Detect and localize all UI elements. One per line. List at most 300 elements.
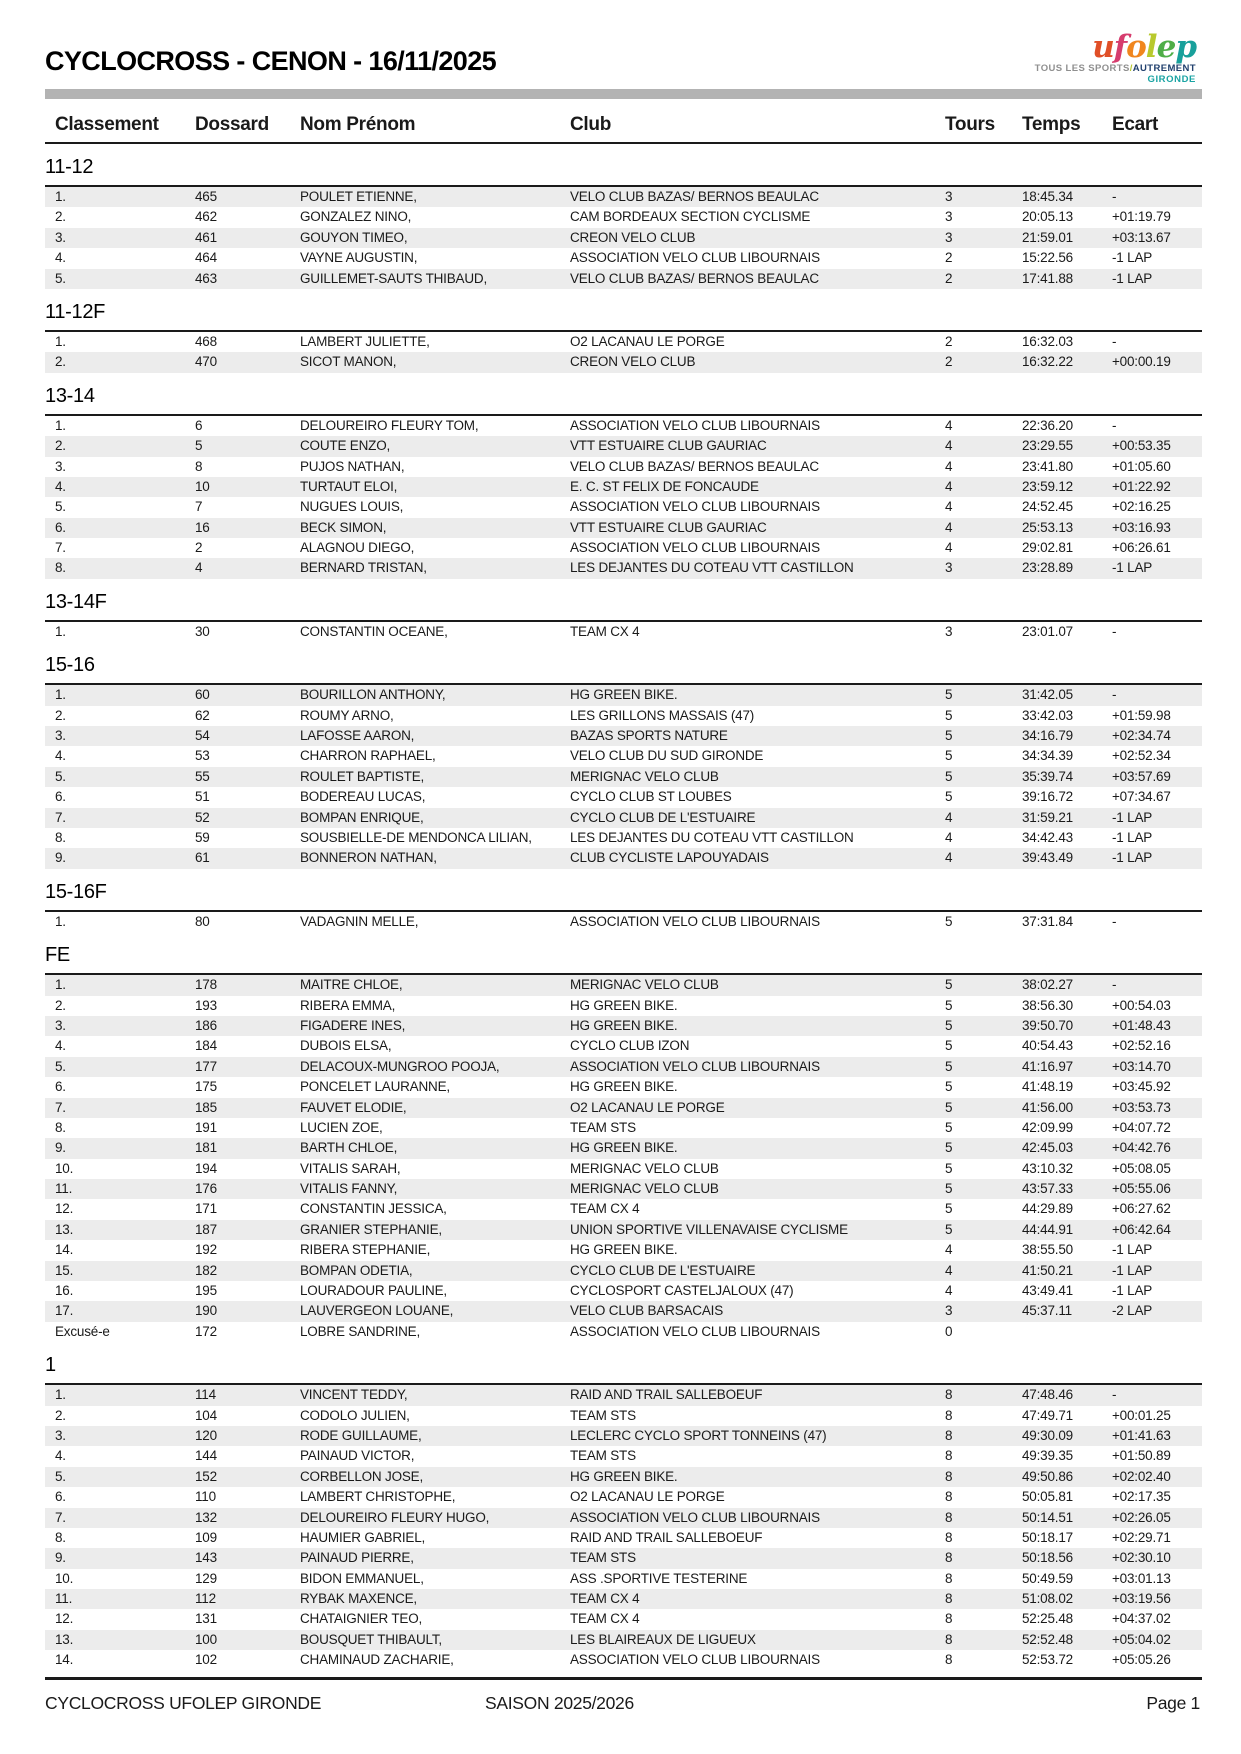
cell-nom-prenom: POULET ETIENNE, xyxy=(300,189,417,204)
cell-classement: 2. xyxy=(55,354,66,370)
cell-tours: 3 xyxy=(945,209,953,225)
cell-classement: 1. xyxy=(55,417,66,433)
table-row xyxy=(45,1261,1202,1281)
cell-ecart: +02:30.10 xyxy=(1112,1550,1171,1566)
cell-temps: 43:10.32 xyxy=(1022,1160,1073,1176)
cell-temps: 38:55.50 xyxy=(1022,1242,1073,1258)
cell-temps: 23:29.55 xyxy=(1022,438,1073,454)
cell-nom-prenom: PAINAUD PIERRE, xyxy=(300,1550,414,1566)
cell-classement: 4. xyxy=(55,478,66,494)
category-section xyxy=(45,579,1202,642)
cell-temps: 22:36.20 xyxy=(1022,417,1073,433)
cell-classement: 11. xyxy=(55,1591,73,1607)
cell-tours: 8 xyxy=(945,1591,953,1607)
table-row xyxy=(45,457,1202,477)
cell-ecart: +05:08.05 xyxy=(1112,1160,1171,1176)
cell-nom-prenom: DELACOUX-MUNGROO POOJA, xyxy=(300,1058,500,1074)
table-row xyxy=(45,1118,1202,1138)
cell-tours: 5 xyxy=(945,1119,953,1135)
cell-ecart: - xyxy=(1112,687,1117,703)
cell-club: ASSOCIATION VELO CLUB LIBOURNAIS xyxy=(570,250,820,266)
cell-dossard: 10 xyxy=(195,478,210,494)
cell-tours: 4 xyxy=(945,519,953,535)
cell-ecart: +06:27.62 xyxy=(1112,1201,1171,1217)
cell-tours: 5 xyxy=(945,707,953,723)
cell-temps: 51:08.02 xyxy=(1022,1591,1073,1607)
cell-club: LES DEJANTES DU COTEAU VTT CASTILLON xyxy=(570,560,854,576)
cell-temps: 52:25.48 xyxy=(1022,1611,1073,1627)
cell-club: MERIGNAC VELO CLUB xyxy=(570,768,719,784)
cell-temps: 40:54.43 xyxy=(1022,1038,1073,1054)
cell-ecart: +00:01.25 xyxy=(1112,1407,1171,1423)
cell-temps: 25:53.13 xyxy=(1022,519,1073,535)
cell-tours: 5 xyxy=(945,1201,953,1217)
cell-club: VELO CLUB BAZAS/ BERNOS BEAULAC xyxy=(570,270,819,286)
cell-tours: 2 xyxy=(945,250,953,266)
results-table xyxy=(45,973,1202,1342)
cell-temps: 35:39.74 xyxy=(1022,768,1073,784)
cell-ecart: +02:52.16 xyxy=(1112,1038,1171,1054)
cell-classement: 10. xyxy=(55,1570,74,1586)
cell-club: RAID AND TRAIL SALLEBOEUF xyxy=(570,1387,763,1403)
cell-tours: 5 xyxy=(945,1160,953,1176)
cell-nom-prenom: BOMPAN ODETIA, xyxy=(300,1262,413,1278)
cell-tours: 4 xyxy=(945,478,953,494)
table-row xyxy=(45,1548,1202,1568)
cell-classement: 1. xyxy=(55,1387,66,1403)
table-row xyxy=(45,1077,1202,1097)
cell-dossard: 8 xyxy=(195,458,203,474)
cell-club: MERIGNAC VELO CLUB xyxy=(570,977,719,993)
cell-ecart: - xyxy=(1112,333,1117,349)
column-header-ecart: Ecart xyxy=(1112,114,1159,135)
cell-temps: 16:32.03 xyxy=(1022,333,1073,349)
footer-season-text: SAISON 2025/2026 xyxy=(485,1692,634,1713)
cell-club: CLUB CYCLISTE LAPOUYADAIS xyxy=(570,850,769,866)
cell-dossard: 171 xyxy=(195,1201,217,1217)
cell-nom-prenom: SICOT MANON, xyxy=(300,354,397,370)
cell-nom-prenom: BOMPAN ENRIQUE, xyxy=(300,809,424,825)
cell-temps: 50:18.56 xyxy=(1022,1550,1073,1566)
cell-nom-prenom: TURTAUT ELOI, xyxy=(300,478,398,494)
table-row xyxy=(45,1385,1202,1405)
cell-nom-prenom: CONSTANTIN JESSICA, xyxy=(300,1201,447,1217)
cell-club: ASSOCIATION VELO CLUB LIBOURNAIS xyxy=(570,1509,820,1525)
cell-club: CYCLO CLUB ST LOUBES xyxy=(570,789,732,805)
cell-classement: 5. xyxy=(55,1058,66,1074)
category-section xyxy=(45,373,1202,579)
table-row xyxy=(45,1179,1202,1199)
table-row xyxy=(45,1098,1202,1118)
cell-dossard: 177 xyxy=(195,1058,217,1074)
cell-nom-prenom: ROUMY ARNO, xyxy=(300,707,394,723)
results-table xyxy=(45,620,1202,642)
cell-nom-prenom: VITALIS FANNY, xyxy=(300,1181,398,1197)
cell-temps: 16:32.22 xyxy=(1022,354,1073,370)
category-title: 13-14F xyxy=(45,590,107,613)
cell-tours: 8 xyxy=(945,1631,953,1647)
cell-nom-prenom: LAFOSSE AARON, xyxy=(300,728,415,744)
cell-club: O2 LACANAU LE PORGE xyxy=(570,333,725,349)
cell-nom-prenom: CORBELLON JOSE, xyxy=(300,1468,424,1484)
cell-ecart: +02:29.71 xyxy=(1112,1529,1171,1545)
cell-tours: 3 xyxy=(945,189,953,204)
cell-nom-prenom: COUTE ENZO, xyxy=(300,438,391,454)
cell-classement: 5. xyxy=(55,768,66,784)
category-title: 11-12 xyxy=(45,156,94,178)
cell-temps: 33:42.03 xyxy=(1022,707,1073,723)
table-row xyxy=(45,248,1202,268)
cell-ecart: +03:01.13 xyxy=(1112,1570,1171,1586)
cell-nom-prenom: BOURILLON ANTHONY, xyxy=(300,687,446,703)
cell-club: TEAM CX 4 xyxy=(570,623,640,639)
cell-ecart: - xyxy=(1112,417,1117,433)
cell-temps: 38:56.30 xyxy=(1022,997,1073,1013)
cell-classement: 9. xyxy=(55,1550,66,1566)
cell-nom-prenom: LOBRE SANDRINE, xyxy=(300,1323,421,1339)
cell-ecart: - xyxy=(1112,977,1117,993)
sections-container xyxy=(45,144,1202,1671)
cell-ecart: +01:50.89 xyxy=(1112,1448,1171,1464)
cell-temps: 34:34.39 xyxy=(1022,748,1073,764)
cell-dossard: 192 xyxy=(195,1242,217,1258)
cell-temps: 34:42.43 xyxy=(1022,829,1073,845)
cell-ecart: -1 LAP xyxy=(1112,850,1153,866)
cell-tours: 4 xyxy=(945,809,953,825)
cell-club: VELO CLUB DU SUD GIRONDE xyxy=(570,748,764,764)
cell-club: CREON VELO CLUB xyxy=(570,354,696,370)
cell-tours: 4 xyxy=(945,1242,953,1258)
cell-club: O2 LACANAU LE PORGE xyxy=(570,1099,725,1115)
cell-temps: 50:18.17 xyxy=(1022,1529,1073,1545)
cell-temps: 20:05.13 xyxy=(1022,209,1073,225)
cell-ecart: +00:00.19 xyxy=(1112,354,1171,370)
cell-classement: 2. xyxy=(55,997,66,1013)
cell-dossard: 51 xyxy=(195,789,210,805)
cell-temps: 42:45.03 xyxy=(1022,1140,1073,1156)
cell-tours: 8 xyxy=(945,1529,953,1545)
column-header-tours: Tours xyxy=(945,114,995,135)
cell-temps: 49:39.35 xyxy=(1022,1448,1073,1464)
table-row xyxy=(45,622,1202,642)
cell-ecart: +07:34.67 xyxy=(1112,789,1171,805)
cell-temps: 43:57.33 xyxy=(1022,1181,1073,1197)
cell-dossard: 176 xyxy=(195,1181,217,1197)
cell-nom-prenom: GOUYON TIMEO, xyxy=(300,229,408,245)
cell-temps: 50:05.81 xyxy=(1022,1489,1073,1505)
cell-ecart: - xyxy=(1112,623,1117,639)
cell-dossard: 468 xyxy=(195,333,217,349)
table-row xyxy=(45,1301,1202,1321)
cell-classement: 6. xyxy=(55,789,66,805)
cell-ecart: +03:13.67 xyxy=(1112,229,1171,245)
table-row xyxy=(45,1508,1202,1528)
column-header-classement: Classement xyxy=(55,114,159,135)
cell-dossard: 187 xyxy=(195,1221,217,1237)
table-row xyxy=(45,538,1202,558)
cell-club: ASSOCIATION VELO CLUB LIBOURNAIS xyxy=(570,540,820,556)
table-row xyxy=(45,685,1202,705)
cell-nom-prenom: PUJOS NATHAN, xyxy=(300,458,405,474)
ufolep-logo xyxy=(1034,29,1196,85)
cell-ecart: +06:42.64 xyxy=(1112,1221,1171,1237)
cell-dossard: 462 xyxy=(195,209,217,225)
cell-ecart: +03:14.70 xyxy=(1112,1058,1171,1074)
cell-nom-prenom: RODE GUILLAUME, xyxy=(300,1427,422,1443)
cell-ecart: -1 LAP xyxy=(1112,1262,1153,1278)
cell-classement: 8. xyxy=(55,1529,66,1545)
cell-tours: 3 xyxy=(945,623,953,639)
cell-temps: 39:16.72 xyxy=(1022,789,1073,805)
cell-nom-prenom: SOUSBIELLE-DE MENDONCA LILIAN, xyxy=(300,829,532,845)
table-row xyxy=(45,828,1202,848)
cell-club: CREON VELO CLUB xyxy=(570,229,696,245)
category-section xyxy=(45,932,1202,1342)
cell-nom-prenom: BOUSQUET THIBAULT, xyxy=(300,1631,442,1647)
cell-nom-prenom: RIBERA STEPHANIE, xyxy=(300,1242,431,1258)
table-row xyxy=(45,352,1202,372)
cell-ecart: +02:17.35 xyxy=(1112,1489,1171,1505)
cell-temps: 29:02.81 xyxy=(1022,540,1073,556)
cell-club: E. C. ST FELIX DE FONCAUDE xyxy=(570,478,759,494)
cell-tours: 5 xyxy=(945,1221,953,1237)
cell-temps: 24:52.45 xyxy=(1022,499,1073,515)
table-row xyxy=(45,1281,1202,1301)
cell-tours: 5 xyxy=(945,1140,953,1156)
cell-classement: 7. xyxy=(55,540,66,556)
cell-dossard: 5 xyxy=(195,438,203,454)
cell-dossard: 465 xyxy=(195,189,217,204)
cell-classement: 1. xyxy=(55,913,66,929)
cell-classement: 2. xyxy=(55,707,66,723)
cell-classement: 15. xyxy=(55,1262,74,1278)
cell-temps: 38:02.27 xyxy=(1022,977,1073,993)
cell-classement: 6. xyxy=(55,1489,66,1505)
cell-nom-prenom: PONCELET LAURANNE, xyxy=(300,1079,450,1095)
table-row xyxy=(45,1609,1202,1629)
cell-temps: 39:50.70 xyxy=(1022,1017,1073,1033)
cell-dossard: 80 xyxy=(195,913,210,929)
cell-ecart: +02:02.40 xyxy=(1112,1468,1171,1484)
cell-tours: 5 xyxy=(945,1017,953,1033)
cell-club: HG GREEN BIKE. xyxy=(570,1242,678,1258)
table-row xyxy=(45,912,1202,932)
cell-tours: 8 xyxy=(945,1550,953,1566)
cell-dossard: 190 xyxy=(195,1303,217,1319)
table-row xyxy=(45,436,1202,456)
cell-temps: 52:53.72 xyxy=(1022,1652,1073,1668)
cell-classement: 14. xyxy=(55,1652,74,1668)
table-row xyxy=(45,207,1202,227)
cell-classement: 5. xyxy=(55,1468,66,1484)
logo-tagline-slash: / xyxy=(1129,63,1133,74)
cell-tours: 5 xyxy=(945,687,953,703)
cell-club: HG GREEN BIKE. xyxy=(570,1079,678,1095)
cell-temps: 45:37.11 xyxy=(1022,1303,1072,1319)
cell-classement: 1. xyxy=(55,977,66,993)
cell-temps: 23:28.89 xyxy=(1022,560,1073,576)
cell-temps: 39:43.49 xyxy=(1022,850,1073,866)
cell-tours: 5 xyxy=(945,1181,953,1197)
cell-temps: 52:52.48 xyxy=(1022,1631,1073,1647)
cell-classement: 11. xyxy=(55,1181,73,1197)
cell-dossard: 52 xyxy=(195,809,210,825)
results-table xyxy=(45,910,1202,932)
cell-temps xyxy=(1022,1322,1112,1342)
cell-club: TEAM STS xyxy=(570,1550,636,1566)
logo-letter: f xyxy=(1113,29,1127,65)
cell-temps: 23:59.12 xyxy=(1022,478,1073,494)
cell-nom-prenom: BIDON EMMANUEL, xyxy=(300,1570,424,1586)
cell-nom-prenom: DUBOIS ELSA, xyxy=(300,1038,392,1054)
cell-classement: 3. xyxy=(55,458,66,474)
cell-temps: 18:45.34 xyxy=(1022,189,1073,204)
cell-dossard: 7 xyxy=(195,499,203,515)
table-row xyxy=(45,1138,1202,1158)
table-row xyxy=(45,746,1202,766)
cell-tours: 4 xyxy=(945,458,953,474)
cell-ecart: -1 LAP xyxy=(1112,250,1153,266)
table-row xyxy=(45,1630,1202,1650)
cell-nom-prenom: FIGADERE INES, xyxy=(300,1017,406,1033)
cell-tours: 5 xyxy=(945,913,953,929)
cell-tours: 4 xyxy=(945,417,953,433)
cell-nom-prenom: GUILLEMET-SAUTS THIBAUD, xyxy=(300,270,487,286)
cell-dossard: 182 xyxy=(195,1262,217,1278)
cell-dossard: 55 xyxy=(195,768,210,784)
cell-classement: 2. xyxy=(55,1407,66,1423)
cell-classement: 17. xyxy=(55,1303,74,1319)
table-row xyxy=(45,558,1202,578)
title-divider-bar xyxy=(45,89,1202,99)
cell-club: ASSOCIATION VELO CLUB LIBOURNAIS xyxy=(570,499,820,515)
cell-nom-prenom: FAUVET ELODIE, xyxy=(300,1099,407,1115)
cell-nom-prenom: GONZALEZ NINO, xyxy=(300,209,412,225)
cell-tours: 5 xyxy=(945,1038,953,1054)
cell-dossard: 193 xyxy=(195,997,217,1013)
page-footer xyxy=(45,1677,1202,1717)
cell-ecart: +04:07.72 xyxy=(1112,1119,1171,1135)
cell-ecart: +03:45.92 xyxy=(1112,1079,1171,1095)
cell-classement: 3. xyxy=(55,728,66,744)
cell-ecart: +02:34.74 xyxy=(1112,728,1171,744)
cell-nom-prenom: LAMBERT JULIETTE, xyxy=(300,333,430,349)
cell-nom-prenom: MAITRE CHLOE, xyxy=(300,977,403,993)
cell-classement: 7. xyxy=(55,1509,66,1525)
cell-nom-prenom: LAUVERGEON LOUANE, xyxy=(300,1303,454,1319)
cell-club: ASSOCIATION VELO CLUB LIBOURNAIS xyxy=(570,417,820,433)
cell-dossard: 60 xyxy=(195,687,210,703)
cell-temps: 43:49.41 xyxy=(1022,1283,1073,1299)
table-row xyxy=(45,1016,1202,1036)
cell-dossard: 178 xyxy=(195,977,217,993)
table-row xyxy=(45,808,1202,828)
cell-temps: 49:30.09 xyxy=(1022,1427,1073,1443)
ufolep-logo-wordmark xyxy=(1035,29,1196,65)
cell-club: TEAM STS xyxy=(570,1448,636,1464)
cell-nom-prenom: VITALIS SARAH, xyxy=(300,1160,401,1176)
cell-club: HG GREEN BIKE. xyxy=(570,1017,678,1033)
cell-nom-prenom: HAUMIER GABRIEL, xyxy=(300,1529,426,1545)
cell-tours: 4 xyxy=(945,829,953,845)
table-row xyxy=(45,1220,1202,1240)
category-section xyxy=(45,1342,1202,1670)
cell-classement: 13. xyxy=(55,1221,74,1237)
cell-classement: 12. xyxy=(55,1201,74,1217)
footer-left-text: CYCLOCROSS UFOLEP GIRONDE xyxy=(45,1692,322,1713)
cell-club: VTT ESTUAIRE CLUB GAURIAC xyxy=(570,438,767,454)
cell-dossard: 464 xyxy=(195,250,217,266)
cell-tours: 5 xyxy=(945,768,953,784)
column-header-dossard: Dossard xyxy=(195,114,269,135)
cell-dossard: 463 xyxy=(195,270,217,286)
cell-dossard: 185 xyxy=(195,1099,217,1115)
cell-temps: 31:59.21 xyxy=(1022,809,1073,825)
cell-ecart: +02:26.05 xyxy=(1112,1509,1171,1525)
logo-letter: u xyxy=(1092,29,1114,65)
cell-temps: 23:41.80 xyxy=(1022,458,1073,474)
cell-nom-prenom: ROULET BAPTISTE, xyxy=(300,768,425,784)
cell-nom-prenom: BERNARD TRISTAN, xyxy=(300,560,427,576)
cell-dossard: 59 xyxy=(195,829,210,845)
cell-club: HG GREEN BIKE. xyxy=(570,1140,678,1156)
cell-temps: 21:59.01 xyxy=(1022,229,1073,245)
cell-nom-prenom: RIBERA EMMA, xyxy=(300,997,396,1013)
cell-dossard: 132 xyxy=(195,1509,217,1525)
cell-ecart: - xyxy=(1112,189,1117,204)
table-row xyxy=(45,228,1202,248)
cell-dossard: 195 xyxy=(195,1283,217,1299)
cell-club: TEAM STS xyxy=(570,1119,636,1135)
table-row xyxy=(45,1159,1202,1179)
results-table xyxy=(45,330,1202,373)
cell-classement: 12. xyxy=(55,1611,74,1627)
cell-ecart: +00:54.03 xyxy=(1112,997,1171,1013)
cell-ecart: +05:05.26 xyxy=(1112,1652,1171,1668)
cell-dossard: 53 xyxy=(195,748,210,764)
cell-temps: 41:48.19 xyxy=(1022,1079,1073,1095)
cell-ecart: +01:05.60 xyxy=(1112,458,1171,474)
category-title: FE xyxy=(45,944,70,967)
cell-ecart: +04:37.02 xyxy=(1112,1611,1171,1627)
cell-classement: 3. xyxy=(55,1017,66,1033)
cell-club: LES DEJANTES DU COTEAU VTT CASTILLON xyxy=(570,829,854,845)
cell-tours: 4 xyxy=(945,438,953,454)
cell-club: CYCLO CLUB IZON xyxy=(570,1038,690,1054)
cell-tours: 4 xyxy=(945,499,953,515)
cell-classement: Excusé-e xyxy=(55,1323,110,1339)
cell-club: HG GREEN BIKE. xyxy=(570,997,678,1013)
cell-tours: 3 xyxy=(945,229,953,245)
cell-club: ASSOCIATION VELO CLUB LIBOURNAIS xyxy=(570,1323,820,1339)
cell-ecart: +02:16.25 xyxy=(1112,499,1171,515)
cell-nom-prenom: BECK SIMON, xyxy=(300,519,387,535)
cell-tours: 2 xyxy=(945,270,953,286)
table-row xyxy=(45,1467,1202,1487)
table-row xyxy=(45,1036,1202,1056)
cell-dossard: 4 xyxy=(195,560,203,576)
cell-nom-prenom: CODOLO JULIEN, xyxy=(300,1407,410,1423)
category-section xyxy=(45,642,1202,869)
cell-dossard: 109 xyxy=(195,1529,217,1545)
cell-club: TEAM CX 4 xyxy=(570,1611,640,1627)
cell-club: VELO CLUB BAZAS/ BERNOS BEAULAC xyxy=(570,189,819,204)
table-row xyxy=(45,996,1202,1016)
cell-ecart: +05:04.02 xyxy=(1112,1631,1171,1647)
cell-tours: 3 xyxy=(945,1303,953,1319)
logo-tagline-right: AUTREMENT xyxy=(1132,63,1196,74)
cell-club: VELO CLUB BARSACAIS xyxy=(570,1303,724,1319)
